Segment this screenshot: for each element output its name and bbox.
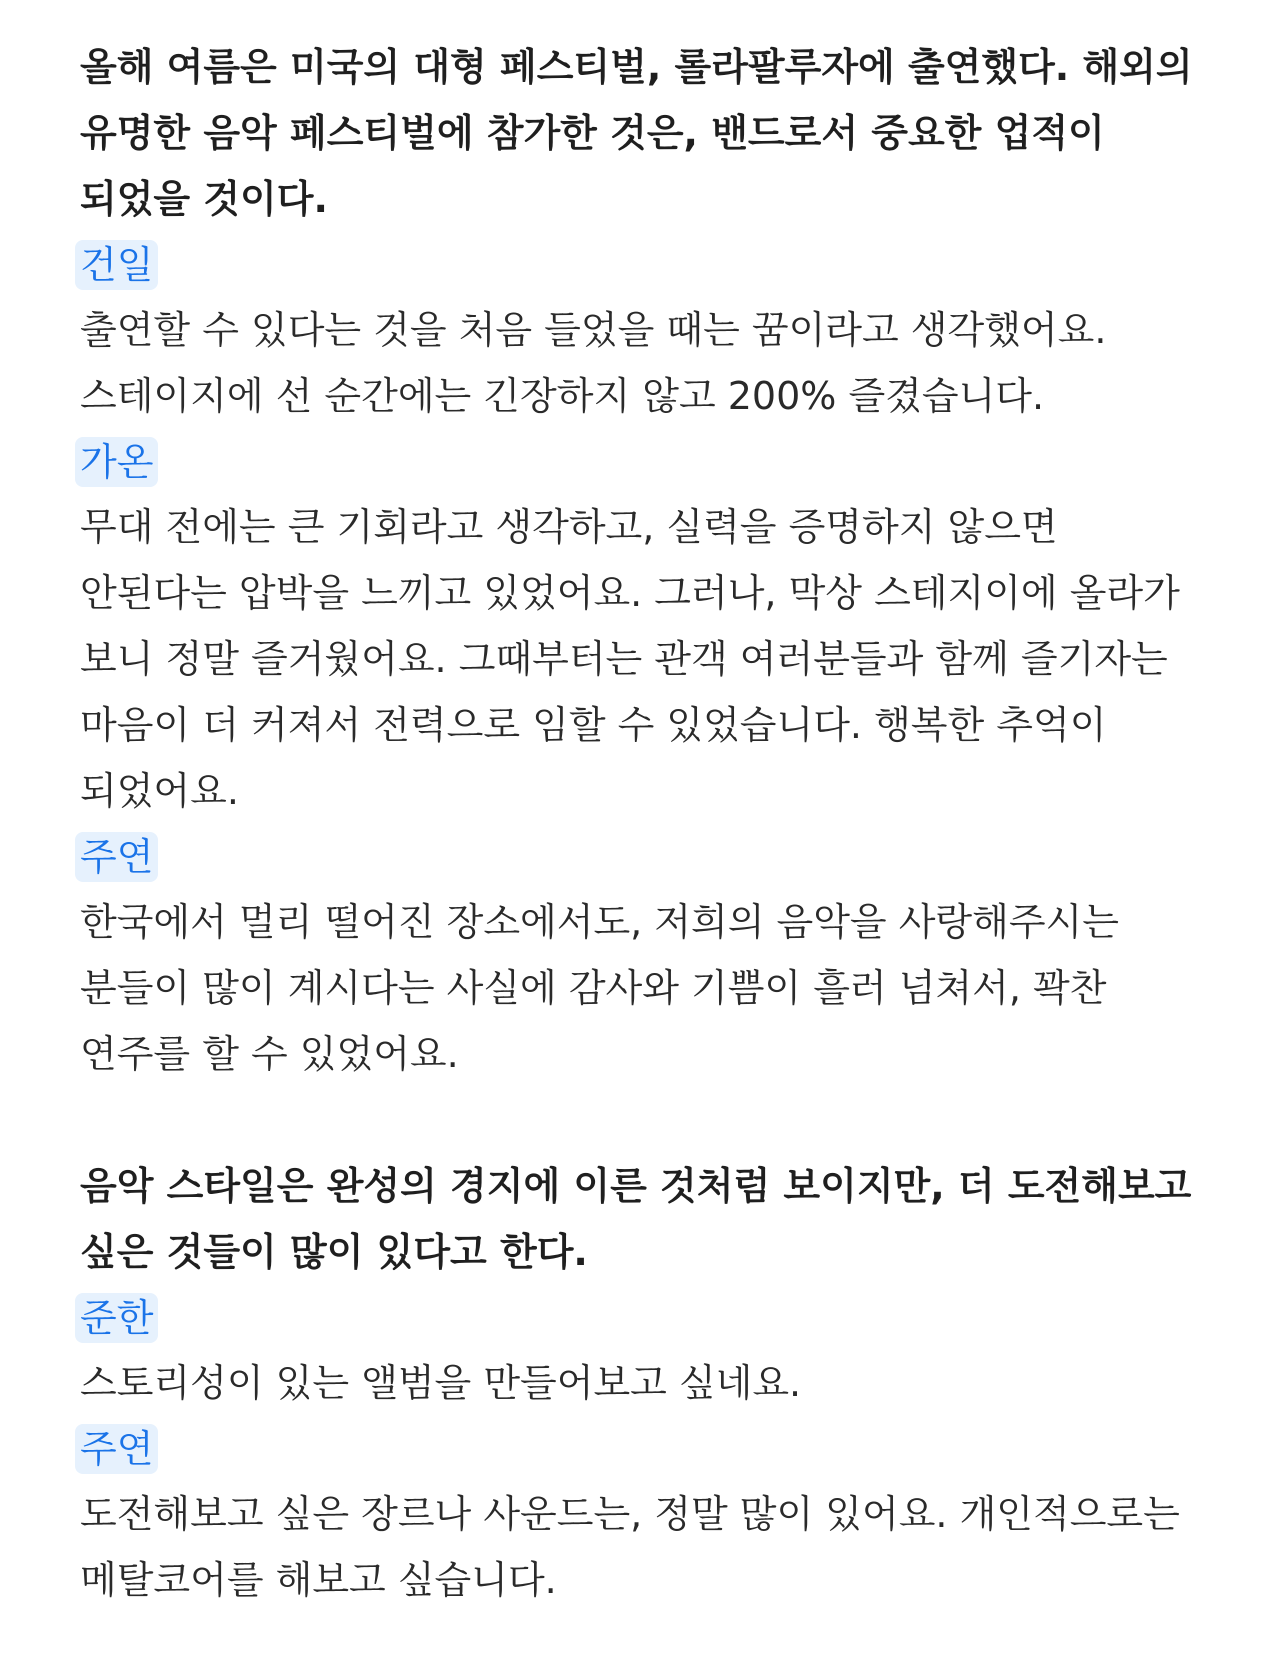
interview-section <box>80 1153 1204 1613</box>
lead-paragraph: 올해 여름은 미국의 대형 페스티벌, 롤라팔루자에 출연했다. 해외의 유명한 음악 페스티벌에 참가한 것은, 밴드로서 중요한 업적이 되었을 것이다. <box>80 45 1193 221</box>
answer-paragraph: 한국에서 멀리 떨어진 장소에서도, 저희의 음악을 사랑해주시는 분들이 많이 계시다는 사실에 감사와 기쁨이 흘러 넘쳐서, 꽉찬 연주를 할 수 있었어요. <box>80 900 1119 1076</box>
answer-paragraph: 무대 전에는 큰 기회라고 생각하고, 실력을 증명하지 않으면 안된다는 압박을 느끼고 있었어요. 그러나, 막상 스테지이에 올라가 보니 정말 즐거웠어요. 그때부터는 관객 여러분들과 함께 즐기자는 마음이 더 커져서 전력으로 임할 수 있었습니다. 행복한 추억이 되었어요. <box>80 505 1180 813</box>
interview-section <box>80 34 1204 1087</box>
lead-paragraph: 음악 스타일은 완성의 경지에 이른 것처럼 보이지만, 더 도전해보고 싶은 것들이 많이 있다고 한다. <box>80 1164 1192 1274</box>
speaker-tag: 건일 <box>75 240 158 290</box>
answer-paragraph: 출연할 수 있다는 것을 처음 들었을 때는 꿈이라고 생각했어요. 스테이지에 선 순간에는 긴장하지 않고 200% 즐겼습니다. <box>80 308 1107 418</box>
answer-paragraph: 도전해보고 싶은 장르나 사운드는, 정말 많이 있어요. 개인적으로는 메탈코어를 해보고 싶습니다. <box>80 1492 1180 1602</box>
section-spacer <box>80 1087 1204 1153</box>
speaker-tag: 주연 <box>75 832 158 882</box>
speaker-tag: 준한 <box>75 1293 158 1343</box>
article-body <box>80 34 1204 1613</box>
answer-paragraph: 스토리성이 있는 앨범을 만들어보고 싶네요. <box>80 1361 802 1405</box>
speaker-tag: 가온 <box>75 437 158 487</box>
speaker-tag: 주연 <box>75 1424 158 1474</box>
